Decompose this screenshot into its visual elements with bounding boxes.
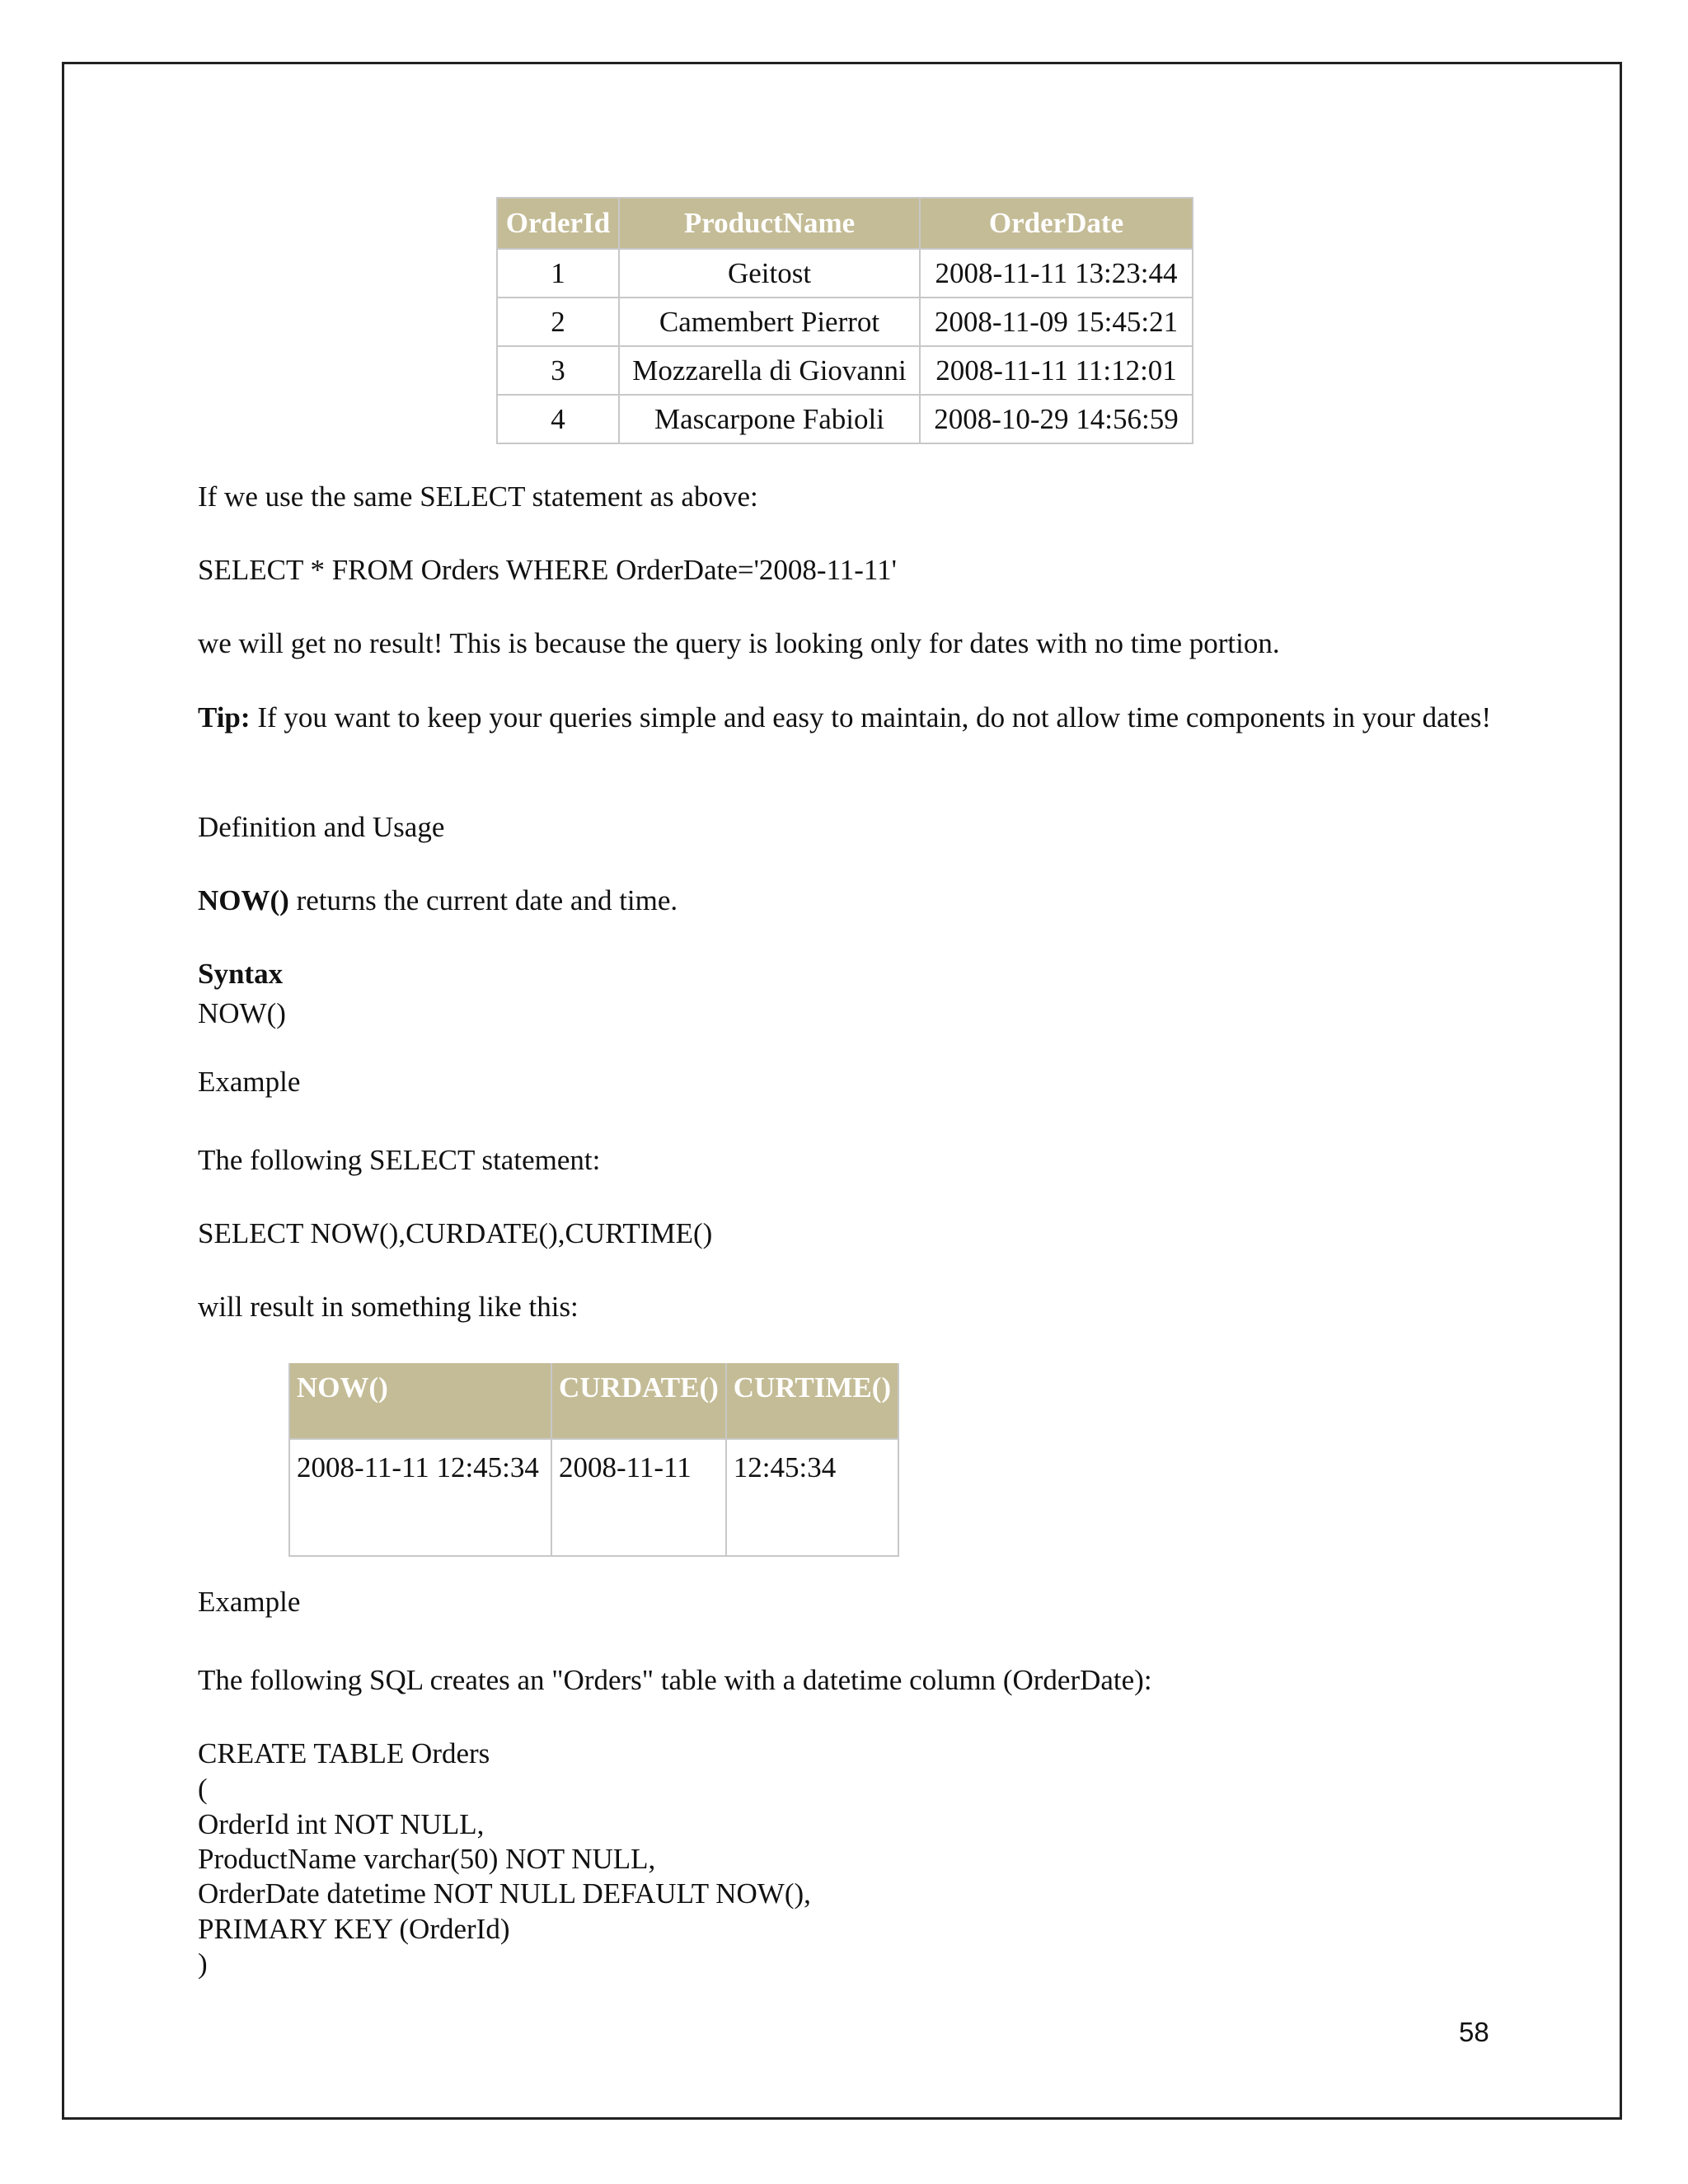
table-cell: 3 (497, 346, 619, 395)
code-line: CREATE TABLE Orders (198, 1737, 490, 1769)
table-cell: 2008-11-11 11:12:01 (920, 346, 1193, 395)
paragraph-result-like: will result in something like this: (198, 1291, 579, 1323)
code-line: ) (198, 1947, 208, 1980)
table-cell: Geitost (619, 249, 920, 298)
table-cell: Mascarpone Fabioli (619, 395, 920, 443)
table-cell: Camembert Pierrot (619, 298, 920, 346)
example-heading-2: Example (198, 1586, 301, 1618)
code-line: PRIMARY KEY (OrderId) (198, 1913, 510, 1945)
paragraph-no-result: we will get no result! This is because the query is looking only for dates with no time portion. (198, 627, 1280, 659)
table-cell: 2 (497, 298, 619, 346)
column-header-orderid: OrderId (497, 198, 619, 249)
column-header-curtime: CURTIME() (726, 1363, 898, 1439)
page-number: 58 (1459, 2017, 1489, 2047)
table-cell: 2008-11-11 13:23:44 (920, 249, 1193, 298)
table-row (497, 249, 1193, 298)
table-row (289, 1439, 898, 1556)
now-result-table (288, 1363, 899, 1557)
paragraph-same-select: If we use the same SELECT statement as above: (198, 480, 758, 513)
code-line: OrderId int NOT NULL, (198, 1808, 485, 1840)
column-header-now: NOW() (289, 1363, 551, 1439)
syntax-heading-label: Syntax (198, 958, 284, 990)
table-header-row (289, 1363, 898, 1439)
table-row (497, 346, 1193, 395)
tip-label: Tip: (198, 701, 251, 733)
code-select-now: SELECT NOW(),CURDATE(),CURTIME() (198, 1217, 713, 1249)
table-cell: 2008-10-29 14:56:59 (920, 395, 1193, 443)
table-row (497, 298, 1193, 346)
now-description-text: returns the current date and time. (288, 884, 678, 916)
column-header-curdate: CURDATE() (551, 1363, 726, 1439)
now-description (198, 883, 678, 918)
definition-heading: Definition and Usage (198, 811, 445, 843)
table-row (497, 395, 1193, 443)
table-header-row (497, 198, 1193, 249)
syntax-code: NOW() (198, 997, 286, 1029)
column-header-productname: ProductName (619, 198, 920, 249)
table-cell: 12:45:34 (726, 1439, 898, 1556)
table-cell: 2008-11-09 15:45:21 (920, 298, 1193, 346)
table-cell: 1 (497, 249, 619, 298)
now-function-name: NOW() (198, 884, 289, 916)
table-cell: 4 (497, 395, 619, 443)
tip-text: If you want to keep your queries simple and easy to maintain, do not allow time components in your dates! (250, 701, 1492, 733)
code-line: OrderDate datetime NOT NULL DEFAULT NOW(), (198, 1877, 811, 1910)
tip-paragraph (198, 701, 1508, 735)
code-line: ( (198, 1773, 208, 1805)
table-cell: Mozzarella di Giovanni (619, 346, 920, 395)
paragraph-create-desc: The following SQL creates an "Orders" table with a datetime column (OrderDate): (198, 1664, 1152, 1696)
code-select-orders: SELECT * FROM Orders WHERE OrderDate='2008-11-11' (198, 554, 897, 586)
column-header-orderdate: OrderDate (920, 198, 1193, 249)
paragraph-following-select: The following SELECT statement: (198, 1144, 601, 1176)
orders-table (496, 197, 1193, 444)
table-cell: 2008-11-11 12:45:34 (289, 1439, 551, 1556)
code-line: ProductName varchar(50) NOT NULL, (198, 1843, 656, 1875)
example-heading-1: Example (198, 1066, 301, 1098)
syntax-heading (198, 957, 283, 991)
table-cell: 2008-11-11 (551, 1439, 726, 1556)
